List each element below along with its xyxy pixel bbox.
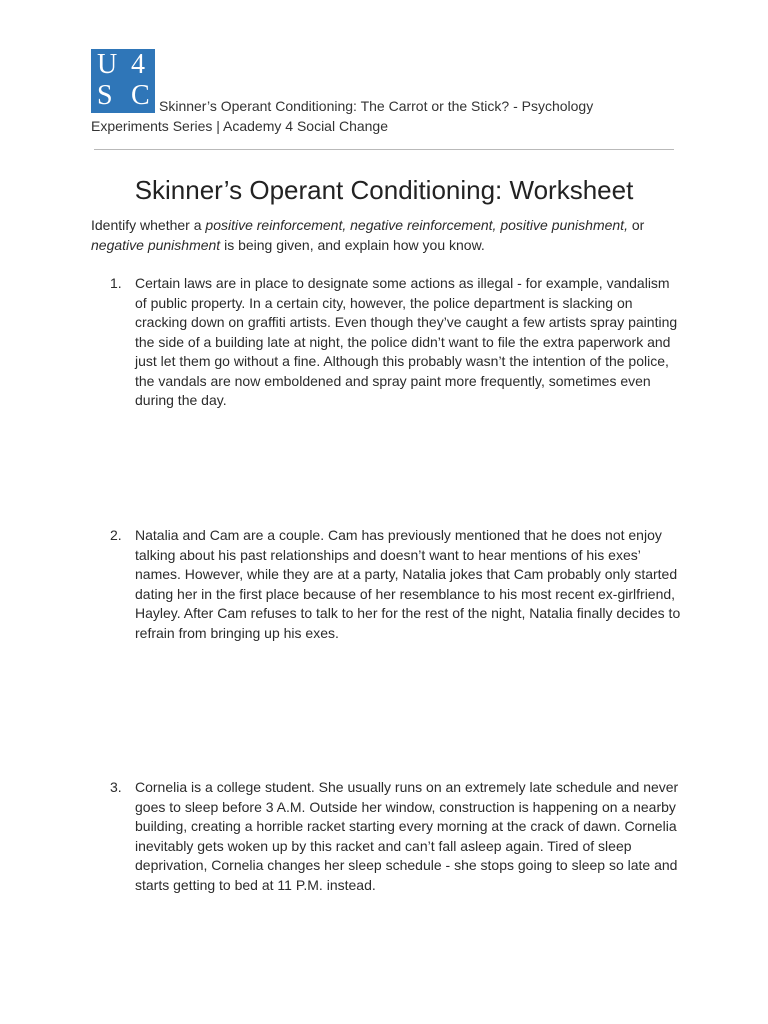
question-text: Certain laws are in place to designate some actions as illegal - for example, vandalism of public property. In a certain city, however, the police department is slacking on cracking down on graffiti artists. Even though they’ve caught a few artists spray painting the side of a building late at night, the police didn’t want to file the extra paperwork and just let them go without a fine. Although this probably wasn’t the intention of the police, the vandals are now emboldened and spray paint more frequently, sometimes even during the day. bbox=[135, 275, 678, 408]
instructions bbox=[91, 216, 681, 255]
question-text: Cornelia is a college student. She usually runs on an extremely late schedule and never goes to sleep before 3 A.M. Outside her window, construction is happening on a nearby building, creating a horrible racket starting every morning at the crack of dawn. Cornelia inevitably gets woken up by this racket and can’t fall asleep again. Tired of sleep deprivation, Cornelia changes her sleep schedule - she stops going to sleep so late and starts getting to bed at 11 P.M. instead. bbox=[135, 779, 679, 893]
header-line-2: Experiments Series | Academy 4 Social Change bbox=[91, 118, 389, 134]
instructions-tail: is being given, and explain how you know. bbox=[220, 236, 485, 253]
instructions-lead: Identify whether a bbox=[91, 217, 206, 233]
logo-letter-u: U bbox=[97, 49, 118, 80]
logo-digit-4: 4 bbox=[131, 49, 145, 80]
instructions-term-1: positive reinforcement, negative reinforcement, positive punishment, bbox=[205, 217, 628, 233]
document-header bbox=[91, 96, 651, 136]
logo-letter-c: C bbox=[131, 80, 150, 111]
question-number: 1. bbox=[110, 275, 122, 291]
question-number: 2. bbox=[110, 527, 122, 543]
question-text: Natalia and Cam are a couple. Cam has previously mentioned that he does not enjoy talking about his past relationships and doesn’t want to hear mentions of his exes’ names. However, while they are at a party, Natalia jokes that Cam probably only started dating her in the first place because of her resemblance to his most recent ex-girlfriend, Hayley. After Cam refuses to talk to her for the rest of the night, Natalia finally decides to refrain from bringing up his exes. bbox=[135, 527, 681, 641]
page-title: Skinner’s Operant Conditioning: Worksheet bbox=[134, 175, 634, 205]
instructions-mid: or bbox=[627, 217, 645, 233]
instructions-term-2: negative punishment bbox=[91, 236, 221, 253]
logo-letter-s: S bbox=[97, 80, 113, 111]
header-divider bbox=[94, 149, 674, 150]
header-line-1: Skinner’s Operant Conditioning: The Carrot or the Stick? - Psychology bbox=[159, 98, 594, 114]
question-number: 3. bbox=[110, 779, 122, 795]
